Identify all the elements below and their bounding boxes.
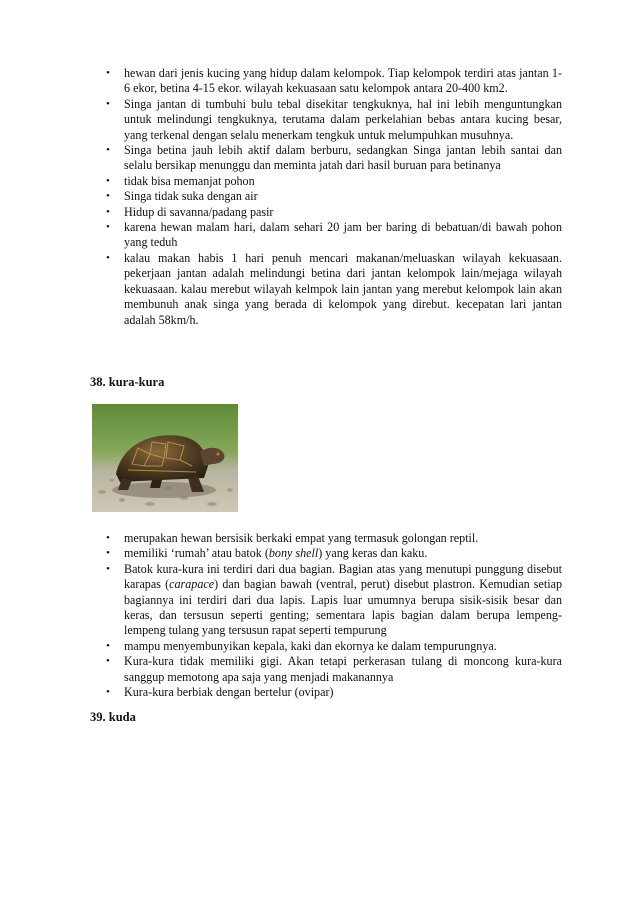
- bullet-icon: •: [106, 144, 110, 157]
- bullet-icon: •: [106, 174, 110, 187]
- lion-facts-list: [106, 66, 562, 328]
- bullet-icon: •: [106, 190, 110, 203]
- turtle-facts-list: [106, 531, 562, 700]
- list-item: • Kura-kura berbiak dengan bertelur (ovipar): [106, 685, 334, 700]
- bullet-icon: •: [106, 532, 110, 544]
- list-item: • karena hewan malam hari, dalam sehari 20 jam ber baring di bebatuan/di bawah pohon yang teduh: [106, 220, 562, 250]
- list-item: • hewan dari jenis kucing yang hidup dalam kelompok. Tiap kelompok terdiri atas jantan 1-6 ekor, betina 4-15 ekor. wilayah kekuasaan satu kelompok antara 20-400 km2.: [106, 66, 562, 96]
- bullet-icon: •: [106, 639, 110, 652]
- list-item: • Singa betina jauh lebih aktif dalam berburu, sedangkan Singa jantan lebih santai dan selalu bersikap menunggu dan meminta jatah dari hasil buruan para betinanya: [106, 143, 562, 173]
- list-item: • merupakan hewan bersisik berkaki empat yang termasuk golongan reptil.: [106, 531, 479, 545]
- section-heading-kura-kura: 38. kura-kura: [90, 375, 165, 389]
- list-item: • Batok kura-kura ini terdiri dari dua bagian. Bagian atas yang menutupi punggung disebut karapas (carapace) dan bagian bawah (ventral, perut) disebut plastron. Kemudian setiap bagiannya ini terdiri dari dua lapis. Lapis luar umumnya berupa sisik-sisik besar dan keras, dan tersusun seperti genting; sementara lapis bagian dalam berupa lempeng-lempeng tulang yang tersusun rapat seperti tempurung: [106, 561, 562, 638]
- bullet-icon: •: [106, 205, 110, 218]
- list-item: • mampu menyembunyikan kepala, kaki dan ekornya ke dalam tempurungnya.: [106, 638, 497, 653]
- list-item: • Hidup di savanna/padang pasir: [106, 204, 274, 219]
- bullet-icon: •: [106, 221, 110, 234]
- bullet-icon: •: [106, 686, 110, 699]
- bullet-icon: •: [106, 655, 110, 668]
- list-item: • tidak bisa memanjat pohon: [106, 173, 255, 188]
- turtle-photo: [92, 404, 238, 512]
- list-item: • memiliki ‘rumah’ atau batok (bony shell) yang keras dan kaku.: [106, 546, 428, 561]
- bullet-icon: •: [106, 547, 110, 560]
- list-item: • Singa tidak suka dengan air: [106, 189, 258, 204]
- bullet-icon: •: [106, 251, 110, 264]
- bullet-icon: •: [106, 97, 110, 110]
- bullet-icon: •: [106, 67, 110, 79]
- section-heading-kuda: 39. kuda: [90, 710, 136, 724]
- list-item: • Singa jantan di tumbuhi bulu tebal disekitar tengkuknya, hal ini lebih menguntungkan untuk melindungi tengkuknya, terutama dalam perkelahian bebas antara kucing besar, yang terkenal dengan selalu menerkam tengkuk untuk melumpuhkan musuhnya.: [106, 96, 562, 142]
- list-item: • Kura-kura tidak memiliki gigi. Akan tetapi perkerasan tulang di moncong kura-kura sanggup memotong apa saja yang menjadi makanannya: [106, 654, 562, 684]
- list-item: • kalau makan habis 1 hari penuh mencari makanan/meluaskan wilayah kekuasaan. pekerjaan jantan adalah melindungi betina dari jantan kelompok lain/mejaga wilayah kekuasaan. kalau merebut wilayah kelmpok lain jantan yang merebut kelompok lain akan membunuh anak singa yang berada di kelompok yang direbut. kecepatan lari jantan adalah 58km/h.: [106, 250, 562, 327]
- bullet-icon: •: [106, 562, 110, 575]
